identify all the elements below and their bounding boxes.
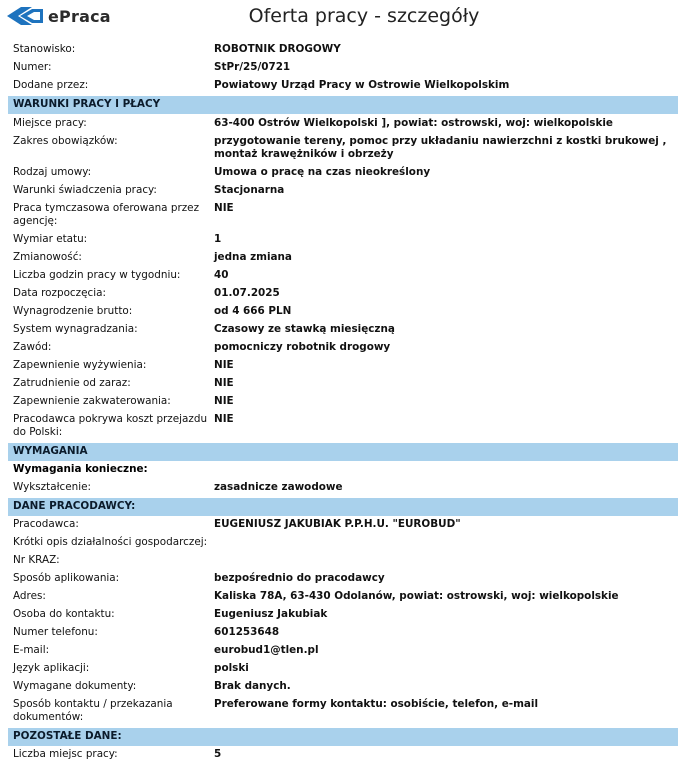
field-label: Data rozpoczęcia: bbox=[13, 286, 106, 299]
field-row bbox=[8, 606, 678, 624]
field-value: Powiatowy Urząd Pracy w Ostrowie Wielkopolskim bbox=[214, 79, 510, 92]
field-value: 1 bbox=[214, 232, 222, 245]
field-label: Zapewnienie zakwaterowania: bbox=[13, 394, 171, 407]
field-value: polski bbox=[214, 662, 249, 675]
field-label: Miejsce pracy: bbox=[13, 116, 87, 129]
field-row bbox=[8, 356, 678, 374]
field-label: Krótki opis działalności gospodarczej: bbox=[13, 536, 208, 549]
field-label: Wymagane dokumenty: bbox=[13, 680, 137, 693]
field-row bbox=[8, 479, 678, 497]
field-label: Język aplikacji: bbox=[13, 662, 90, 675]
field-label: Zmianowość: bbox=[13, 250, 82, 263]
section-header-warunki: WARUNKI PRACY I PŁACY bbox=[8, 96, 678, 114]
field-value: NIE bbox=[214, 358, 234, 371]
field-row bbox=[8, 516, 678, 534]
field-row bbox=[8, 266, 678, 284]
field-label: Rodzaj umowy: bbox=[13, 165, 92, 178]
field-row bbox=[8, 374, 678, 392]
field-row bbox=[8, 59, 678, 77]
field-value: Kaliska 78A, 63-430 Odolanów, powiat: ostrowski, woj: wielkopolskie bbox=[214, 590, 619, 603]
field-label: Wymiar etatu: bbox=[13, 232, 88, 245]
field-label: Osoba do kontaktu: bbox=[13, 608, 115, 621]
pozostale-rows bbox=[8, 746, 678, 764]
field-row bbox=[8, 660, 678, 678]
offer-content bbox=[8, 41, 678, 764]
field-row bbox=[8, 248, 678, 266]
field-label: Nr KRAZ: bbox=[13, 554, 60, 567]
field-row bbox=[8, 132, 678, 163]
field-row bbox=[8, 678, 678, 696]
field-label: Wykształcenie: bbox=[13, 481, 91, 494]
section-header-pozostale: POZOSTAŁE DANE: bbox=[8, 728, 678, 746]
field-row bbox=[8, 552, 678, 570]
field-value: 601253648 bbox=[214, 626, 280, 639]
field-label: Zakres obowiązków: bbox=[13, 134, 118, 147]
field-row bbox=[8, 77, 678, 95]
field-value: bezpośrednio do pracodawcy bbox=[214, 572, 385, 585]
field-value: NIE bbox=[214, 201, 234, 214]
field-value: przygotowanie tereny, pomoc przy układaniu nawierzchni z kostki brukowej , montaż krawężników i obrzeży bbox=[214, 134, 667, 160]
field-value: eurobud1@tlen.pl bbox=[214, 644, 319, 657]
field-label: E-mail: bbox=[13, 644, 50, 657]
field-row bbox=[8, 696, 678, 727]
field-value: zasadnicze zawodowe bbox=[214, 481, 343, 494]
field-row bbox=[8, 320, 678, 338]
field-label: Sposób aplikowania: bbox=[13, 572, 120, 585]
field-row bbox=[8, 163, 678, 181]
page-header bbox=[0, 0, 678, 38]
wymagania-rows bbox=[8, 479, 678, 497]
field-value: Preferowane formy kontaktu: osobiście, telefon, e-mail bbox=[214, 698, 539, 711]
field-row bbox=[8, 338, 678, 356]
field-value: Brak danych. bbox=[214, 680, 291, 693]
field-value: jedna zmiana bbox=[214, 250, 292, 263]
field-row bbox=[8, 410, 678, 441]
field-row bbox=[8, 570, 678, 588]
field-label: Zawód: bbox=[13, 340, 52, 353]
field-value: Czasowy ze stawką miesięczną bbox=[214, 322, 395, 335]
field-row bbox=[8, 746, 678, 764]
field-value: 40 bbox=[214, 268, 229, 281]
field-value: pomocniczy robotnik drogowy bbox=[214, 340, 391, 353]
field-row bbox=[8, 588, 678, 606]
field-label: Zapewnienie wyżywienia: bbox=[13, 358, 147, 371]
field-row bbox=[8, 624, 678, 642]
field-value: StPr/25/0721 bbox=[214, 61, 291, 74]
field-label: Wynagrodzenie brutto: bbox=[13, 304, 133, 317]
field-row bbox=[8, 181, 678, 199]
field-value: Umowa o pracę na czas nieokreślony bbox=[214, 165, 431, 178]
field-row bbox=[8, 114, 678, 132]
field-label: Adres: bbox=[13, 590, 46, 603]
warunki-rows bbox=[8, 114, 678, 441]
field-row bbox=[8, 41, 678, 59]
top-rows bbox=[8, 41, 678, 95]
page-title: Oferta pracy - szczegóły bbox=[248, 5, 480, 27]
field-row bbox=[8, 284, 678, 302]
logo-text: ePraca bbox=[48, 6, 111, 26]
field-value: NIE bbox=[214, 394, 234, 407]
field-label: Numer: bbox=[13, 61, 52, 74]
field-row bbox=[8, 302, 678, 320]
field-label: Liczba miejsc pracy: bbox=[13, 748, 118, 761]
field-value: od 4 666 PLN bbox=[214, 304, 292, 317]
section-header-wymagania: WYMAGANIA bbox=[8, 443, 678, 461]
field-label: Stanowisko: bbox=[13, 43, 76, 56]
field-label: Numer telefonu: bbox=[13, 626, 98, 639]
field-value: Eugeniusz Jakubiak bbox=[214, 608, 328, 621]
field-row bbox=[8, 230, 678, 248]
field-row bbox=[8, 199, 678, 230]
field-label: Warunki świadczenia pracy: bbox=[13, 183, 157, 196]
field-label: Liczba godzin pracy w tygodniu: bbox=[13, 268, 181, 281]
field-value: NIE bbox=[214, 376, 234, 389]
field-row bbox=[8, 534, 678, 552]
field-value: 5 bbox=[214, 748, 222, 761]
field-value: EUGENIUSZ JAKUBIAK P.P.H.U. "EUROBUD" bbox=[214, 518, 461, 531]
field-value: 63-400 Ostrów Wielkopolski ], powiat: ostrowski, woj: wielkopolskie bbox=[214, 116, 613, 129]
field-row bbox=[8, 642, 678, 660]
field-label: Pracodawca: bbox=[13, 518, 79, 531]
field-label: Dodane przez: bbox=[13, 79, 89, 92]
field-value: ROBOTNIK DROGOWY bbox=[214, 43, 341, 56]
field-label: Pracodawca pokrywa koszt przejazdu do Polski: bbox=[13, 412, 208, 438]
field-value: Stacjonarna bbox=[214, 183, 285, 196]
pracodawca-rows bbox=[8, 516, 678, 727]
field-row bbox=[8, 392, 678, 410]
field-label: Praca tymczasowa oferowana przez agencję: bbox=[13, 201, 200, 227]
required-subheading: Wymagania konieczne: bbox=[13, 463, 148, 476]
field-label: System wynagradzania: bbox=[13, 322, 138, 335]
field-label: Sposób kontaktu / przekazania dokumentów: bbox=[13, 698, 173, 724]
section-header-pracodawca: DANE PRACODAWCY: bbox=[8, 498, 678, 516]
field-value: NIE bbox=[214, 412, 234, 425]
field-value: 01.07.2025 bbox=[214, 286, 280, 299]
field-label: Zatrudnienie od zaraz: bbox=[13, 376, 131, 389]
